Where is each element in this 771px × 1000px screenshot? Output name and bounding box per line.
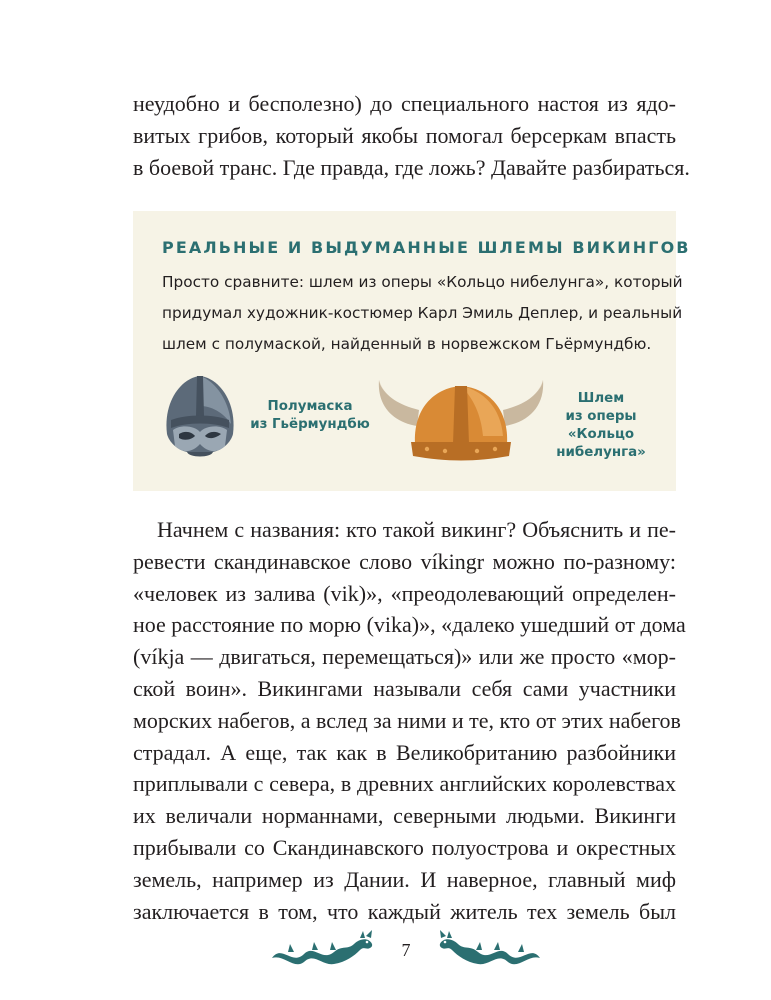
caption-line: нибелунга» xyxy=(556,445,646,460)
caption-gjermundbu xyxy=(250,398,370,434)
sidebar-body-line: Просто сравните: шлем из оперы «Кольцо нибелунга», который xyxy=(162,273,683,291)
paragraph-2-line: ской воин». Викингами называли себя сами участники xyxy=(133,675,676,701)
paragraph-2-line: земель, например из Дании. И наверное, главный миф xyxy=(133,866,676,892)
sea-serpent-right-icon xyxy=(434,928,544,972)
paragraph-2-line: «человек из залива (vik)», «преодолевающий определен- xyxy=(133,580,676,606)
paragraph-1 xyxy=(133,88,690,183)
caption-line: из оперы xyxy=(565,409,637,424)
sidebar-body-line: шлем с полумаской, найденный в норвежском Гьёрмундбю. xyxy=(162,335,652,353)
paragraph-1-line: в боевой транс. Где правда, где ложь? Давайте разбираться. xyxy=(133,154,690,180)
paragraph-2-line: морских набегов, а вслед за ними и те, кто от этих набегов xyxy=(133,707,681,733)
page-number: 7 xyxy=(401,940,411,960)
paragraph-2-line: заключается в том, что каждый житель тех земель был xyxy=(133,898,676,924)
sidebar-body xyxy=(162,267,683,360)
paragraph-1-line: неудобно и бесполезно) до специального настоя из ядо- xyxy=(133,91,676,116)
paragraph-2-line: приплывали с севера, в древних английских королевствах xyxy=(133,771,676,797)
paragraph-2-line: Начнем с названия: кто такой викинг? Объяснить и пе- xyxy=(157,517,676,542)
paragraph-2-line: прибывали со Скандинавского полуострова и окрестных xyxy=(133,834,676,860)
caption-line: из Гьёрмундбю xyxy=(250,417,370,432)
paragraph-2-line: их величали норманнами, северными людьми. Викинги xyxy=(133,803,676,829)
sidebar-body-line: придумал художник-костюмер Карл Эмиль Деплер, и реальный xyxy=(162,304,683,322)
sea-serpent-left-icon xyxy=(268,928,378,972)
sidebar-title: РЕАЛЬНЫЕ И ВЫДУМАННЫЕ ШЛЕМЫ ВИКИНГОВ xyxy=(162,238,691,257)
caption-line: Полумаска xyxy=(267,399,353,414)
caption-opera-helmet xyxy=(543,390,659,462)
paragraph-2-line: страдал. А еще, так как в Великобританию разбойники xyxy=(133,739,676,765)
paragraph-2-line: (víkja — двигаться, перемещаться)» или же просто «мор- xyxy=(133,644,676,670)
caption-line: Шлем xyxy=(577,391,625,406)
caption-line: «Кольцо xyxy=(567,427,635,442)
paragraph-2 xyxy=(133,514,686,927)
paragraph-1-line: витых грибов, который якобы помогал берсеркам впасть xyxy=(133,122,676,148)
opera-horned-helmet-icon xyxy=(371,364,551,472)
gjermundbu-helmet-icon xyxy=(161,372,239,462)
paragraph-2-line: ревести скандинавское слово víkingr можно по-разному: xyxy=(133,548,676,574)
paragraph-2-line: ное расстояние по морю (vika)», «далеко ушедший от дома xyxy=(133,612,686,638)
